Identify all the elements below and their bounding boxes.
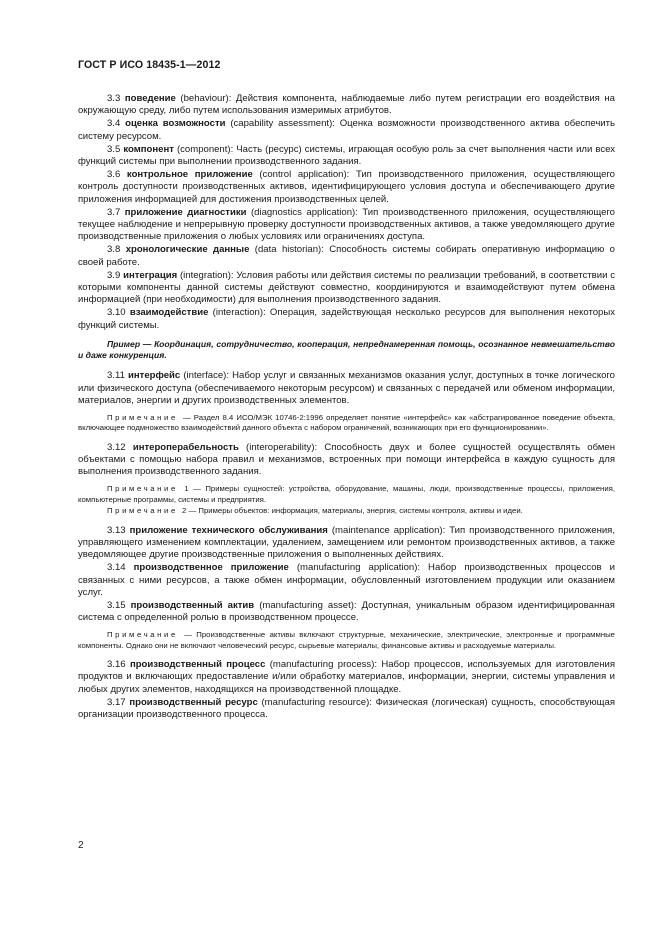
term-3-15 bbox=[78, 600, 615, 624]
term-3-5 bbox=[78, 144, 615, 168]
term-name: приложение диагностики bbox=[124, 206, 247, 218]
note-label: Примечание bbox=[107, 506, 178, 516]
term-number: 3.3 bbox=[107, 93, 121, 104]
term-definition: (interface): Набор услуг и связанных механизмов оказания услуг, доступных в точке логического или физического доступа (обеспечиваемого некоторым ресурсом) и связанных с передачей или обменом информации, материалов, энергии и других производственных элементов. bbox=[78, 370, 615, 406]
term-number: 3.5 bbox=[107, 143, 121, 155]
term-name: интероперабельность bbox=[132, 441, 239, 453]
term-definition: (manufacturing resource): Физическая (логическая) сущность, способствующая организации производственного процесса. bbox=[78, 696, 616, 720]
term-number: 3.10 bbox=[107, 307, 126, 319]
term-3-13 bbox=[78, 525, 615, 562]
note-3-15 bbox=[78, 630, 615, 651]
term-name: поведение bbox=[124, 93, 176, 104]
term-3-17 bbox=[78, 697, 615, 721]
term-definition: (manufacturing asset): Доступная, уникальным образом идентифицированная система с определенной ролью в производственном процессе. bbox=[78, 599, 615, 624]
note-3-12-2 bbox=[78, 506, 615, 516]
term-name: компонент bbox=[123, 143, 174, 155]
term-3-11 bbox=[78, 370, 615, 407]
term-name: контрольное приложение bbox=[126, 169, 253, 181]
document-page bbox=[78, 58, 615, 722]
term-number: 3.4 bbox=[107, 118, 121, 130]
term-definition: (interaction): Операция, задействующая несколько ресурсов для выполнения некоторых функций системы. bbox=[78, 307, 615, 331]
term-number: 3.15 bbox=[107, 599, 126, 611]
term-definition: (maintenance application): Тип производственного приложения, управляющего изменением комплектации, удалением, замещением или ремонтом производственных активов, а также уведомляющее другие производственные приложения о выполненных действиях. bbox=[78, 524, 615, 561]
example-3-10: Пример — Координация, сотрудничество, кооперация, непреднамеренная помощь, осознанное невмешательство и даже конкуренция. bbox=[78, 338, 615, 361]
note-text: — Раздел 8.4 ИСО/МЭК 10746-2:1996 определяет понятие «интерфейс» как «абстрагированное поведение объекта, включающее подмножество взаимодействий данного объекта с набором ограничений, возникающих при его функционировании». bbox=[78, 413, 615, 433]
term-definition: (component): Часть (ресурс) системы, играющая особую роль за счет выполнения части или всех функций системы при выполнении производственного задания. bbox=[78, 143, 615, 168]
term-number: 3.6 bbox=[107, 169, 121, 181]
note-text: 1 — Примеры сущностей: устройства, оборудование, машины, люди, производственные процессы, приложения, компьютерные программы, системы и предприятия. bbox=[78, 484, 615, 504]
term-3-9 bbox=[78, 270, 615, 307]
term-number: 3.12 bbox=[107, 441, 126, 453]
term-number: 3.13 bbox=[107, 524, 126, 536]
term-name: взаимодействие bbox=[129, 307, 209, 319]
term-definition: (control application): Тип производственного приложения, осуществляющего контроль доступности производственных активов, идентифицирующего условия доступа и обеспечивающего другие приложения информацией для достижения производственных целей. bbox=[78, 169, 615, 205]
term-number: 3.11 bbox=[107, 370, 125, 382]
term-number: 3.14 bbox=[107, 562, 126, 574]
term-number: 3.9 bbox=[107, 269, 121, 281]
term-definition: (interoperability): Способность двух и более сущностей осуществлять обмен объектами с помощью набора правил и механизмов, встроенных при помощи интерфейса в каждую сущность для выполнения производственного задания. bbox=[78, 441, 616, 478]
note-3-11 bbox=[78, 413, 615, 434]
term-name: производственное приложение bbox=[133, 562, 289, 574]
term-name: оценка возможности bbox=[125, 118, 226, 130]
term-name: производственный процесс bbox=[129, 659, 266, 671]
term-definition: (diagnostics application): Тип производственного приложения, осуществляющего текущее наблюдение и непрерывную проверку доступности производственных активов, а также уведомляющего другие производственные приложения о любых условиях или ограничениях доступа. bbox=[78, 206, 615, 243]
term-definition: (data historian): Способность системы собирать оперативную информацию о своей работе. bbox=[78, 244, 615, 268]
term-definition: (capability assessment): Оценка возможности производственного актива обеспечить систему ресурсом. bbox=[78, 118, 615, 142]
note-label: Примечание bbox=[107, 484, 178, 494]
note-label: Примечание bbox=[107, 630, 178, 640]
term-3-10 bbox=[78, 307, 615, 331]
term-3-7 bbox=[78, 207, 615, 244]
term-3-8 bbox=[78, 244, 615, 268]
term-3-6 bbox=[78, 169, 615, 206]
term-name: производственный актив bbox=[130, 599, 255, 611]
note-text: 2 — Примеры объектов: информация, материалы, энергия, системы контроля, активы и идеи. bbox=[179, 506, 523, 516]
term-definition: (behaviour): Действия компонента, наблюдаемые либо путем регистрации его воздействия на окружающую среду, либо путем использования измеримых атрибутов. bbox=[78, 93, 615, 117]
term-3-12 bbox=[78, 442, 615, 479]
term-3-3 bbox=[78, 93, 615, 117]
term-name: интерфейс bbox=[128, 370, 181, 382]
page-number: 2 bbox=[78, 840, 84, 851]
standard-header: ГОСТ Р ИСО 18435-1—2012 bbox=[78, 59, 221, 71]
term-number: 3.7 bbox=[107, 206, 121, 218]
term-definition: (manufacturing application): Набор производственных процессов и связанных с ними ресурсов, а также обмен информации, обусловленный изготовлением продукции или оказанием услуг. bbox=[78, 562, 615, 598]
term-3-14 bbox=[78, 562, 615, 599]
note-text: — Производственные активы включают структурные, механические, электрические, электронные и программные компоненты. Однако они не включают человеческий ресурс, сырьевые материалы, финансовые активы и расходуемые материалы. bbox=[78, 630, 615, 650]
term-definition: (manufacturing process): Набор процессов, используемых для изготовления продуктов и включающих предоставление и/или обработку материалов, информации, энергии, системы управления и любых других элементов, находящихся на производственной площадке. bbox=[78, 659, 615, 695]
term-3-16 bbox=[78, 659, 615, 696]
note-label: Примечание bbox=[107, 413, 178, 423]
term-name: интеграция bbox=[123, 269, 178, 281]
term-name: приложение технического обслуживания bbox=[129, 524, 328, 536]
term-name: хронологические данные bbox=[125, 244, 250, 256]
term-number: 3.17 bbox=[107, 696, 126, 708]
term-number: 3.8 bbox=[107, 244, 121, 256]
note-3-12-1 bbox=[78, 484, 615, 505]
term-3-4 bbox=[78, 118, 615, 142]
term-name: производственный ресурс bbox=[129, 696, 258, 708]
term-number: 3.16 bbox=[107, 659, 126, 671]
term-definition: (integration): Условия работы или действия системы по реализации требований, в соответствии с которыми компоненты данной системы действуют совместно, координируются и взаимодействуют путем обмена информацией (при необходимости) для выполнения производственного задания. bbox=[78, 269, 615, 306]
